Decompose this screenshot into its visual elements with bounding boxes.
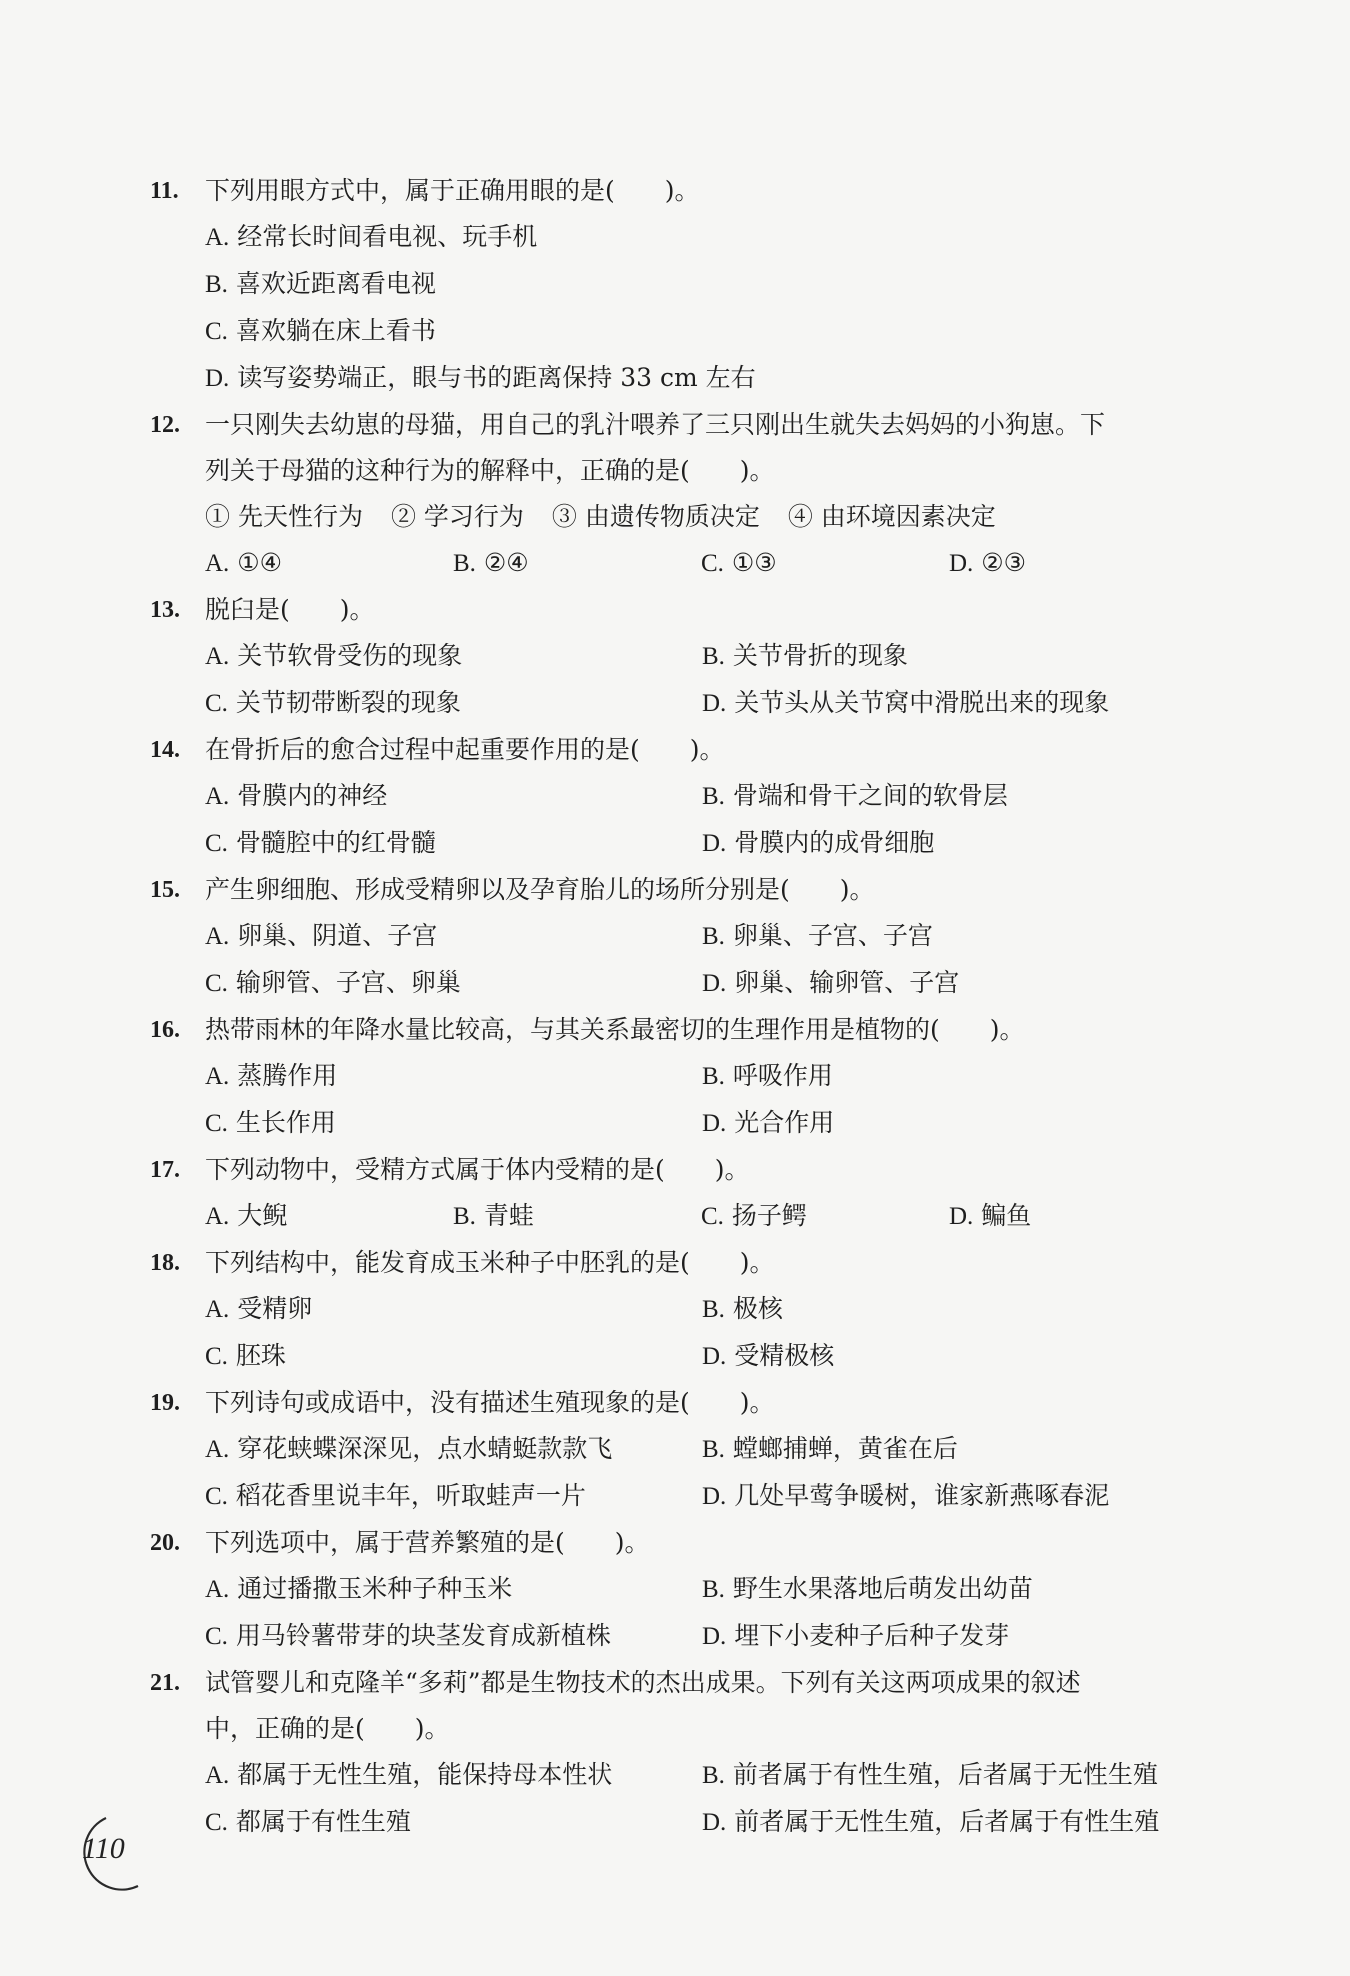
option-list bbox=[150, 1752, 1210, 1846]
question-number: 11. bbox=[150, 178, 179, 204]
option-letter: A. bbox=[205, 1203, 230, 1230]
question bbox=[150, 1240, 1210, 1380]
question-stem: 下列结构中，能发育成玉米种子中胚乳的是( )。 bbox=[205, 1248, 775, 1277]
option-row bbox=[205, 773, 1210, 820]
answer-option bbox=[205, 680, 702, 727]
answer-option bbox=[205, 633, 702, 680]
answer-option bbox=[453, 1193, 701, 1240]
option-text: 穿花蛱蝶深深见，点水蜻蜓款款飞 bbox=[237, 1434, 613, 1463]
option-text: 几处早莺争暖树，谁家新燕啄春泥 bbox=[734, 1481, 1110, 1510]
option-text: 关节头从关节窝中滑脱出来的现象 bbox=[734, 688, 1110, 717]
option-row bbox=[205, 913, 1210, 960]
question-stem-line bbox=[150, 867, 1210, 913]
option-row bbox=[205, 1752, 1210, 1799]
question-stem: 下列用眼方式中，属于正确用眼的是( )。 bbox=[205, 176, 700, 205]
answer-option bbox=[702, 773, 1199, 820]
option-letter: D. bbox=[702, 970, 727, 997]
option-row bbox=[205, 1286, 1210, 1333]
option-letter: B. bbox=[453, 1203, 476, 1230]
question-number: 17. bbox=[150, 1157, 180, 1183]
question-stem-line bbox=[150, 402, 1210, 448]
option-letter: D. bbox=[702, 1809, 727, 1836]
option-letter: B. bbox=[702, 1296, 725, 1323]
answer-option bbox=[702, 1286, 1199, 1333]
option-text: ①④ bbox=[237, 548, 283, 577]
option-row bbox=[205, 214, 1210, 261]
question-stem: 下列选项中，属于营养繁殖的是( )。 bbox=[205, 1528, 650, 1557]
option-row bbox=[205, 1799, 1210, 1846]
option-text: 受精极核 bbox=[734, 1341, 835, 1370]
option-letter: D. bbox=[949, 1203, 974, 1230]
option-letter: C. bbox=[205, 690, 228, 717]
option-letter: A. bbox=[205, 1063, 230, 1090]
option-text: 受精卵 bbox=[237, 1294, 313, 1323]
answer-option bbox=[205, 540, 453, 587]
answer-option bbox=[702, 1613, 1199, 1660]
option-text: 骨端和骨干之间的软骨层 bbox=[732, 781, 1008, 810]
page-number: 110 bbox=[82, 1832, 125, 1865]
option-letter: A. bbox=[205, 923, 230, 950]
question-stem-line bbox=[150, 1147, 1210, 1193]
option-row bbox=[205, 633, 1210, 680]
question-number: 16. bbox=[150, 1017, 180, 1043]
answer-option bbox=[205, 1473, 702, 1520]
answer-option bbox=[702, 680, 1199, 727]
option-text: 埋下小麦种子后种子发芽 bbox=[734, 1621, 1010, 1650]
question bbox=[150, 1520, 1210, 1660]
option-text: 都属于无性生殖，能保持母本性状 bbox=[237, 1760, 613, 1789]
question-list bbox=[150, 168, 1210, 1846]
option-row bbox=[205, 355, 1210, 402]
statement-item: ④ 由环境因素决定 bbox=[787, 502, 996, 531]
option-letter: B. bbox=[702, 1063, 725, 1090]
option-letter: A. bbox=[205, 1762, 230, 1789]
option-row bbox=[205, 1613, 1210, 1660]
option-letter: D. bbox=[949, 550, 974, 577]
question-number: 21. bbox=[150, 1670, 180, 1696]
answer-option bbox=[205, 820, 702, 867]
option-letter: C. bbox=[205, 970, 228, 997]
answer-option bbox=[205, 1053, 702, 1100]
answer-option bbox=[702, 1752, 1199, 1799]
answer-option bbox=[702, 1799, 1199, 1846]
question-number: 14. bbox=[150, 737, 180, 763]
option-letter: C. bbox=[205, 1110, 228, 1137]
question-stem: 下列诗句或成语中，没有描述生殖现象的是( )。 bbox=[205, 1388, 775, 1417]
answer-option bbox=[205, 1333, 702, 1380]
option-text: 卵巢、阴道、子宫 bbox=[237, 921, 438, 950]
answer-option bbox=[702, 1333, 1199, 1380]
answer-option bbox=[949, 540, 1197, 587]
question bbox=[150, 1007, 1210, 1147]
option-row bbox=[205, 261, 1210, 308]
option-letter: C. bbox=[205, 830, 228, 857]
option-text: 卵巢、子宫、子宫 bbox=[732, 921, 933, 950]
option-letter: A. bbox=[205, 1296, 230, 1323]
statement-list bbox=[150, 494, 1210, 540]
option-letter: A. bbox=[205, 550, 230, 577]
option-letter: A. bbox=[205, 783, 230, 810]
option-text: 都属于有性生殖 bbox=[235, 1807, 411, 1836]
option-letter: D. bbox=[205, 365, 230, 392]
question-stem: 热带雨林的年降水量比较高，与其关系最密切的生理作用是植物的( )。 bbox=[205, 1015, 1025, 1044]
question bbox=[150, 867, 1210, 1007]
option-text: 喜欢近距离看电视 bbox=[235, 269, 436, 298]
question-stem-line bbox=[150, 1520, 1210, 1566]
option-list bbox=[150, 1566, 1210, 1660]
question-stem: 产生卵细胞、形成受精卵以及孕育胎儿的场所分别是( )。 bbox=[205, 875, 875, 904]
answer-option bbox=[205, 913, 702, 960]
option-row bbox=[205, 680, 1210, 727]
option-letter: A. bbox=[205, 1436, 230, 1463]
question-number: 18. bbox=[150, 1250, 180, 1276]
question bbox=[150, 587, 1210, 727]
answer-option bbox=[205, 773, 702, 820]
answer-option bbox=[205, 1426, 702, 1473]
statement-item: ② 学习行为 bbox=[390, 502, 524, 531]
option-letter: C. bbox=[205, 1809, 228, 1836]
option-letter: C. bbox=[205, 318, 228, 345]
answer-option bbox=[205, 214, 1210, 261]
option-letter: A. bbox=[205, 643, 230, 670]
answer-option bbox=[205, 1100, 702, 1147]
option-list bbox=[150, 214, 1210, 402]
answer-option bbox=[205, 308, 1210, 355]
option-text: 关节韧带断裂的现象 bbox=[235, 688, 461, 717]
question-stem-continued: 列关于母猫的这种行为的解释中，正确的是( )。 bbox=[205, 456, 775, 485]
option-text: 极核 bbox=[732, 1294, 783, 1323]
option-letter: D. bbox=[702, 1343, 727, 1370]
option-text: 读写姿势端正，眼与书的距离保持 33 cm 左右 bbox=[237, 363, 756, 392]
option-list bbox=[150, 913, 1210, 1007]
answer-option bbox=[702, 1053, 1199, 1100]
option-text: 通过播撒玉米种子种玉米 bbox=[237, 1574, 513, 1603]
option-text: 骨髓腔中的红骨髓 bbox=[235, 828, 436, 857]
option-letter: A. bbox=[205, 1576, 230, 1603]
option-text: 光合作用 bbox=[734, 1108, 835, 1137]
option-text: 扬子鳄 bbox=[731, 1201, 807, 1230]
answer-option bbox=[205, 1752, 702, 1799]
question-stem: 试管婴儿和克隆羊“多莉”都是生物技术的杰出成果。下列有关这两项成果的叙述 bbox=[205, 1668, 1081, 1697]
question-stem-line bbox=[150, 727, 1210, 773]
option-text: 骨膜内的神经 bbox=[237, 781, 388, 810]
option-text: 前者属于无性生殖，后者属于有性生殖 bbox=[734, 1807, 1160, 1836]
question bbox=[150, 1380, 1210, 1520]
answer-option bbox=[702, 633, 1199, 680]
option-text: 经常长时间看电视、玩手机 bbox=[237, 222, 538, 251]
question-stem-line bbox=[150, 587, 1210, 633]
question-stem: 下列动物中，受精方式属于体内受精的是( )。 bbox=[205, 1155, 750, 1184]
option-list bbox=[150, 540, 1210, 587]
question bbox=[150, 1147, 1210, 1240]
option-row bbox=[205, 308, 1210, 355]
answer-option bbox=[205, 1613, 702, 1660]
answer-option bbox=[205, 1799, 702, 1846]
option-text: 用马铃薯带芽的块茎发育成新植株 bbox=[235, 1621, 611, 1650]
option-letter: D. bbox=[702, 1483, 727, 1510]
question-stem: 一只刚失去幼崽的母猫，用自己的乳汁喂养了三只刚出生就失去妈妈的小狗崽。下 bbox=[205, 410, 1106, 439]
option-text: 野生水果落地后萌发出幼苗 bbox=[732, 1574, 1033, 1603]
option-row bbox=[205, 1193, 1210, 1240]
option-letter: B. bbox=[702, 643, 725, 670]
option-row bbox=[205, 1053, 1210, 1100]
question bbox=[150, 1660, 1210, 1846]
option-letter: C. bbox=[205, 1343, 228, 1370]
option-text: 关节软骨受伤的现象 bbox=[237, 641, 463, 670]
option-letter: C. bbox=[205, 1483, 228, 1510]
option-letter: D. bbox=[702, 830, 727, 857]
question-number: 12. bbox=[150, 412, 180, 438]
statement-item: ① 先天性行为 bbox=[205, 502, 363, 531]
answer-option bbox=[702, 1473, 1199, 1520]
option-text: 卵巢、输卵管、子宫 bbox=[734, 968, 960, 997]
option-letter: B. bbox=[702, 1576, 725, 1603]
answer-option bbox=[205, 1286, 702, 1333]
option-row bbox=[205, 960, 1210, 1007]
answer-option bbox=[701, 540, 949, 587]
statement-item: ③ 由遗传物质决定 bbox=[551, 502, 760, 531]
option-letter: C. bbox=[701, 1203, 724, 1230]
option-text: ①③ bbox=[731, 548, 777, 577]
question-number: 20. bbox=[150, 1530, 180, 1556]
answer-option bbox=[205, 261, 1210, 308]
answer-option bbox=[205, 1193, 453, 1240]
option-text: 青蛙 bbox=[483, 1201, 534, 1230]
option-text: 呼吸作用 bbox=[732, 1061, 833, 1090]
answer-option bbox=[701, 1193, 949, 1240]
option-letter: D. bbox=[702, 1110, 727, 1137]
option-list bbox=[150, 633, 1210, 727]
option-row bbox=[205, 1333, 1210, 1380]
option-text: 前者属于有性生殖，后者属于无性生殖 bbox=[732, 1760, 1158, 1789]
answer-option bbox=[702, 1426, 1199, 1473]
option-row bbox=[205, 540, 1210, 587]
answer-option bbox=[702, 913, 1199, 960]
option-letter: B. bbox=[205, 271, 228, 298]
answer-option bbox=[702, 1566, 1199, 1613]
question bbox=[150, 168, 1210, 402]
option-letter: B. bbox=[453, 550, 476, 577]
question-stem-line bbox=[150, 1007, 1210, 1053]
answer-option bbox=[205, 355, 1210, 402]
option-text: 关节骨折的现象 bbox=[732, 641, 908, 670]
option-letter: C. bbox=[205, 1623, 228, 1650]
question-number: 15. bbox=[150, 877, 180, 903]
option-row bbox=[205, 1566, 1210, 1613]
question-stem-line bbox=[150, 1240, 1210, 1286]
option-text: 大鲵 bbox=[237, 1201, 288, 1230]
question-stem-line bbox=[150, 168, 1210, 214]
option-letter: D. bbox=[702, 1623, 727, 1650]
question-stem-line bbox=[150, 1660, 1210, 1706]
option-letter: D. bbox=[702, 690, 727, 717]
option-row bbox=[205, 1473, 1210, 1520]
question bbox=[150, 727, 1210, 867]
option-letter: B. bbox=[702, 923, 725, 950]
option-list bbox=[150, 1426, 1210, 1520]
option-letter: B. bbox=[702, 783, 725, 810]
question bbox=[150, 402, 1210, 587]
option-text: 输卵管、子宫、卵巢 bbox=[235, 968, 461, 997]
question-stem-line bbox=[150, 1380, 1210, 1426]
option-text: 稻花香里说丰年，听取蛙声一片 bbox=[235, 1481, 586, 1510]
option-text: 螳螂捕蝉，黄雀在后 bbox=[732, 1434, 958, 1463]
answer-option bbox=[453, 540, 701, 587]
option-text: ②④ bbox=[483, 548, 529, 577]
option-letter: A. bbox=[205, 224, 230, 251]
answer-option bbox=[949, 1193, 1197, 1240]
question-stem: 在骨折后的愈合过程中起重要作用的是( )。 bbox=[205, 735, 725, 764]
option-text: 骨膜内的成骨细胞 bbox=[734, 828, 935, 857]
answer-option bbox=[205, 960, 702, 1007]
answer-option bbox=[702, 820, 1199, 867]
option-list bbox=[150, 773, 1210, 867]
answer-option bbox=[205, 1566, 702, 1613]
option-list bbox=[150, 1053, 1210, 1147]
option-text: 生长作用 bbox=[235, 1108, 336, 1137]
option-letter: B. bbox=[702, 1762, 725, 1789]
option-text: 蒸腾作用 bbox=[237, 1061, 338, 1090]
question-stem: 脱臼是( )。 bbox=[205, 595, 375, 624]
answer-option bbox=[702, 1100, 1199, 1147]
option-text: ②③ bbox=[981, 548, 1027, 577]
question-stem-continued: 中，正确的是( )。 bbox=[205, 1714, 450, 1743]
option-row bbox=[205, 820, 1210, 867]
question-number: 19. bbox=[150, 1390, 180, 1416]
option-row bbox=[205, 1100, 1210, 1147]
option-text: 鳊鱼 bbox=[981, 1201, 1032, 1230]
option-list bbox=[150, 1286, 1210, 1380]
option-letter: C. bbox=[701, 550, 724, 577]
question-number: 13. bbox=[150, 597, 180, 623]
option-text: 喜欢躺在床上看书 bbox=[235, 316, 436, 345]
page-number-badge bbox=[58, 1812, 153, 1892]
option-letter: B. bbox=[702, 1436, 725, 1463]
option-list bbox=[150, 1193, 1210, 1240]
answer-option bbox=[702, 960, 1199, 1007]
option-row bbox=[205, 1426, 1210, 1473]
option-text: 胚珠 bbox=[235, 1341, 286, 1370]
